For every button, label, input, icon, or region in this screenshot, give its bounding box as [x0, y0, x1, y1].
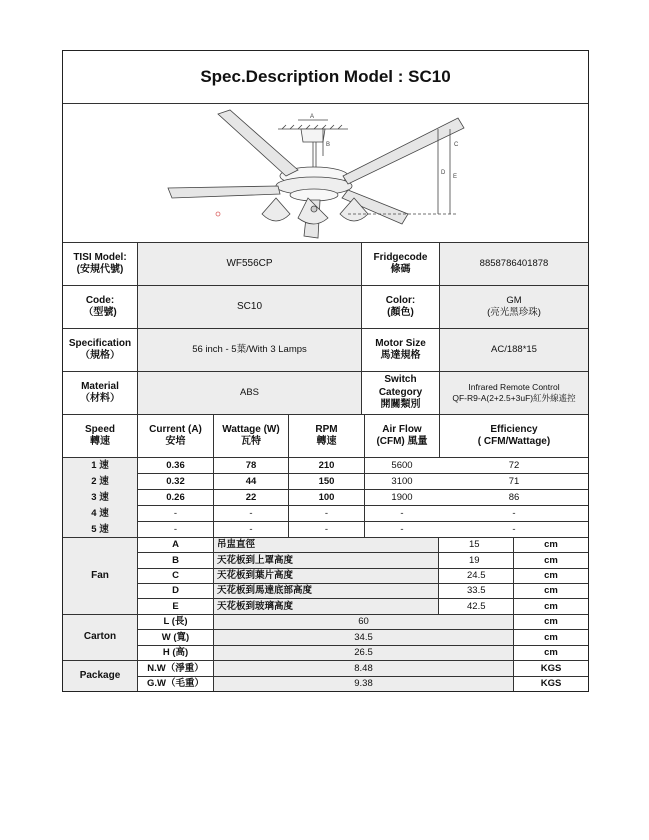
efficiency-cell: -	[512, 507, 516, 519]
carton-dimension-value: 60	[358, 616, 369, 628]
efficiency-cell: -	[512, 523, 516, 535]
fan-dimension-value: 19	[469, 554, 480, 566]
airflow-cell: 1900	[391, 491, 413, 503]
fan-dimension-value: 42.5	[467, 600, 486, 612]
airflow-cell: 5600	[391, 459, 413, 471]
current-cell: 0.26	[166, 491, 185, 503]
efficiency-cell: 72	[508, 459, 520, 471]
fan-dimension-code: D	[172, 585, 179, 597]
efficiency-cell: 86	[508, 491, 520, 503]
switch-category-label: Switch Category 開關類別	[378, 374, 423, 411]
fan-dimension-unit: cm	[544, 585, 558, 597]
motor-size-label: Motor Size 馬達規格	[375, 337, 426, 361]
current-cell: 0.32	[166, 475, 185, 487]
tisi-model-label: TISI Model: (安規代號)	[73, 251, 127, 275]
dim-label: D	[441, 170, 446, 176]
switch-category-value: Infrared Remote Control QF-R9-A(2+2.5+3uF)紅外線遙控	[452, 382, 576, 403]
airflow-cell: -	[400, 507, 404, 519]
fan-dimension-unit: cm	[544, 554, 558, 566]
carton-dimension-unit: cm	[544, 631, 558, 643]
package-weight-unit: KGS	[540, 662, 562, 674]
current-cell: 0.36	[166, 459, 185, 471]
package-weight-code: G.W（毛重）	[147, 678, 204, 690]
fan-dimension-desc: 天花板到葉片高度	[217, 570, 294, 582]
fan-dimension-code: E	[172, 600, 179, 612]
specification-label: Specification （規格）	[68, 337, 132, 361]
fan-dimension-value: 15	[469, 539, 480, 551]
wattage-cell: -	[249, 507, 253, 519]
fan-dimension-code: C	[172, 570, 179, 582]
carton-section-label: Carton	[83, 631, 117, 643]
dim-label: A	[310, 114, 315, 120]
current-cell: -	[173, 523, 178, 535]
speed-cell: 1 速	[91, 459, 109, 471]
package-weight-value: 9.38	[354, 678, 373, 690]
rpm-cell: 210	[318, 459, 335, 471]
motor-size-value: AC/188*15	[491, 344, 537, 356]
rpm-header: RPM 轉速	[315, 423, 338, 447]
fridgecode-label: Fridgecode 條碼	[373, 251, 428, 275]
carton-dimension-unit: cm	[544, 616, 558, 628]
material-label: Material （材料）	[80, 380, 120, 404]
wattage-cell: 44	[245, 475, 257, 487]
fan-dimension-unit: cm	[544, 600, 558, 612]
rpm-cell: 150	[318, 475, 335, 487]
wattage-cell: -	[249, 523, 253, 535]
dim-label: E	[453, 174, 458, 180]
current-header: Current (A) 安培	[149, 423, 202, 447]
material-value: ABS	[239, 387, 259, 399]
wattage-cell: 78	[245, 459, 257, 471]
package-weight-value: 8.48	[354, 662, 373, 674]
code-value: SC10	[236, 300, 262, 312]
fan-section-label: Fan	[91, 569, 109, 581]
wattage-cell: 22	[245, 491, 257, 503]
fan-dimension-desc: 天花板到馬達底部高度	[217, 585, 313, 597]
page-title: Spec.Description Model : SC10	[200, 67, 451, 87]
code-label: Code: （型號)	[83, 294, 117, 318]
speed-header: Speed 轉速	[84, 423, 115, 447]
carton-dimension-code: L (長)	[163, 616, 188, 628]
ceiling-fan-dimension-drawing-icon	[158, 106, 488, 240]
speed-cell: 4 速	[91, 507, 109, 519]
airflow-cell: -	[400, 523, 404, 535]
carton-dimension-unit: cm	[544, 647, 558, 659]
rpm-cell: 100	[318, 491, 335, 503]
package-section-label: Package	[79, 669, 121, 681]
airflow-header: Air Flow (CFM) 風量	[376, 423, 428, 447]
carton-dimension-value: 26.5	[354, 647, 373, 659]
fan-dimension-desc: 天花板到上罩高度	[217, 554, 294, 566]
carton-dimension-code: H (高)	[162, 647, 189, 659]
color-value: GM (亮光黑珍珠)	[487, 295, 541, 318]
fan-dimension-desc: 吊盅直徑	[217, 539, 256, 551]
fan-dimension-unit: cm	[544, 539, 558, 551]
current-cell: -	[173, 507, 178, 519]
fan-dimension-code: A	[172, 539, 179, 551]
carton-dimension-value: 34.5	[354, 631, 373, 643]
fan-dimension-unit: cm	[544, 570, 558, 582]
speed-cell: 5 速	[91, 523, 109, 535]
fan-dimension-code: B	[172, 554, 179, 566]
dim-label: B	[326, 142, 331, 148]
fan-dimension-value: 24.5	[467, 570, 486, 582]
tisi-model-value: WF556CP	[226, 257, 273, 269]
color-label: Color: (顏色)	[385, 294, 416, 318]
wattage-header: Wattage (W) 瓦特	[222, 423, 280, 447]
efficiency-header: Efficiency ( CFM/Wattage)	[477, 423, 551, 447]
fan-dimension-desc: 天花板到玻璃高度	[217, 600, 294, 612]
speed-cell: 3 速	[91, 491, 109, 503]
rpm-cell: -	[324, 507, 329, 519]
speed-cell: 2 速	[91, 475, 109, 487]
rpm-cell: -	[324, 523, 329, 535]
efficiency-cell: 71	[508, 475, 520, 487]
airflow-cell: 3100	[391, 475, 413, 487]
carton-dimension-code: W (寬)	[161, 631, 190, 643]
package-weight-code: N.W（淨重）	[147, 662, 204, 674]
fridgecode-value: 8858786401878	[479, 258, 549, 270]
fan-dimension-value: 33.5	[467, 585, 486, 597]
specification-value: 56 inch - 5葉/With 3 Lamps	[192, 344, 307, 356]
dim-label: C	[454, 142, 459, 148]
package-weight-unit: KGS	[540, 678, 562, 690]
